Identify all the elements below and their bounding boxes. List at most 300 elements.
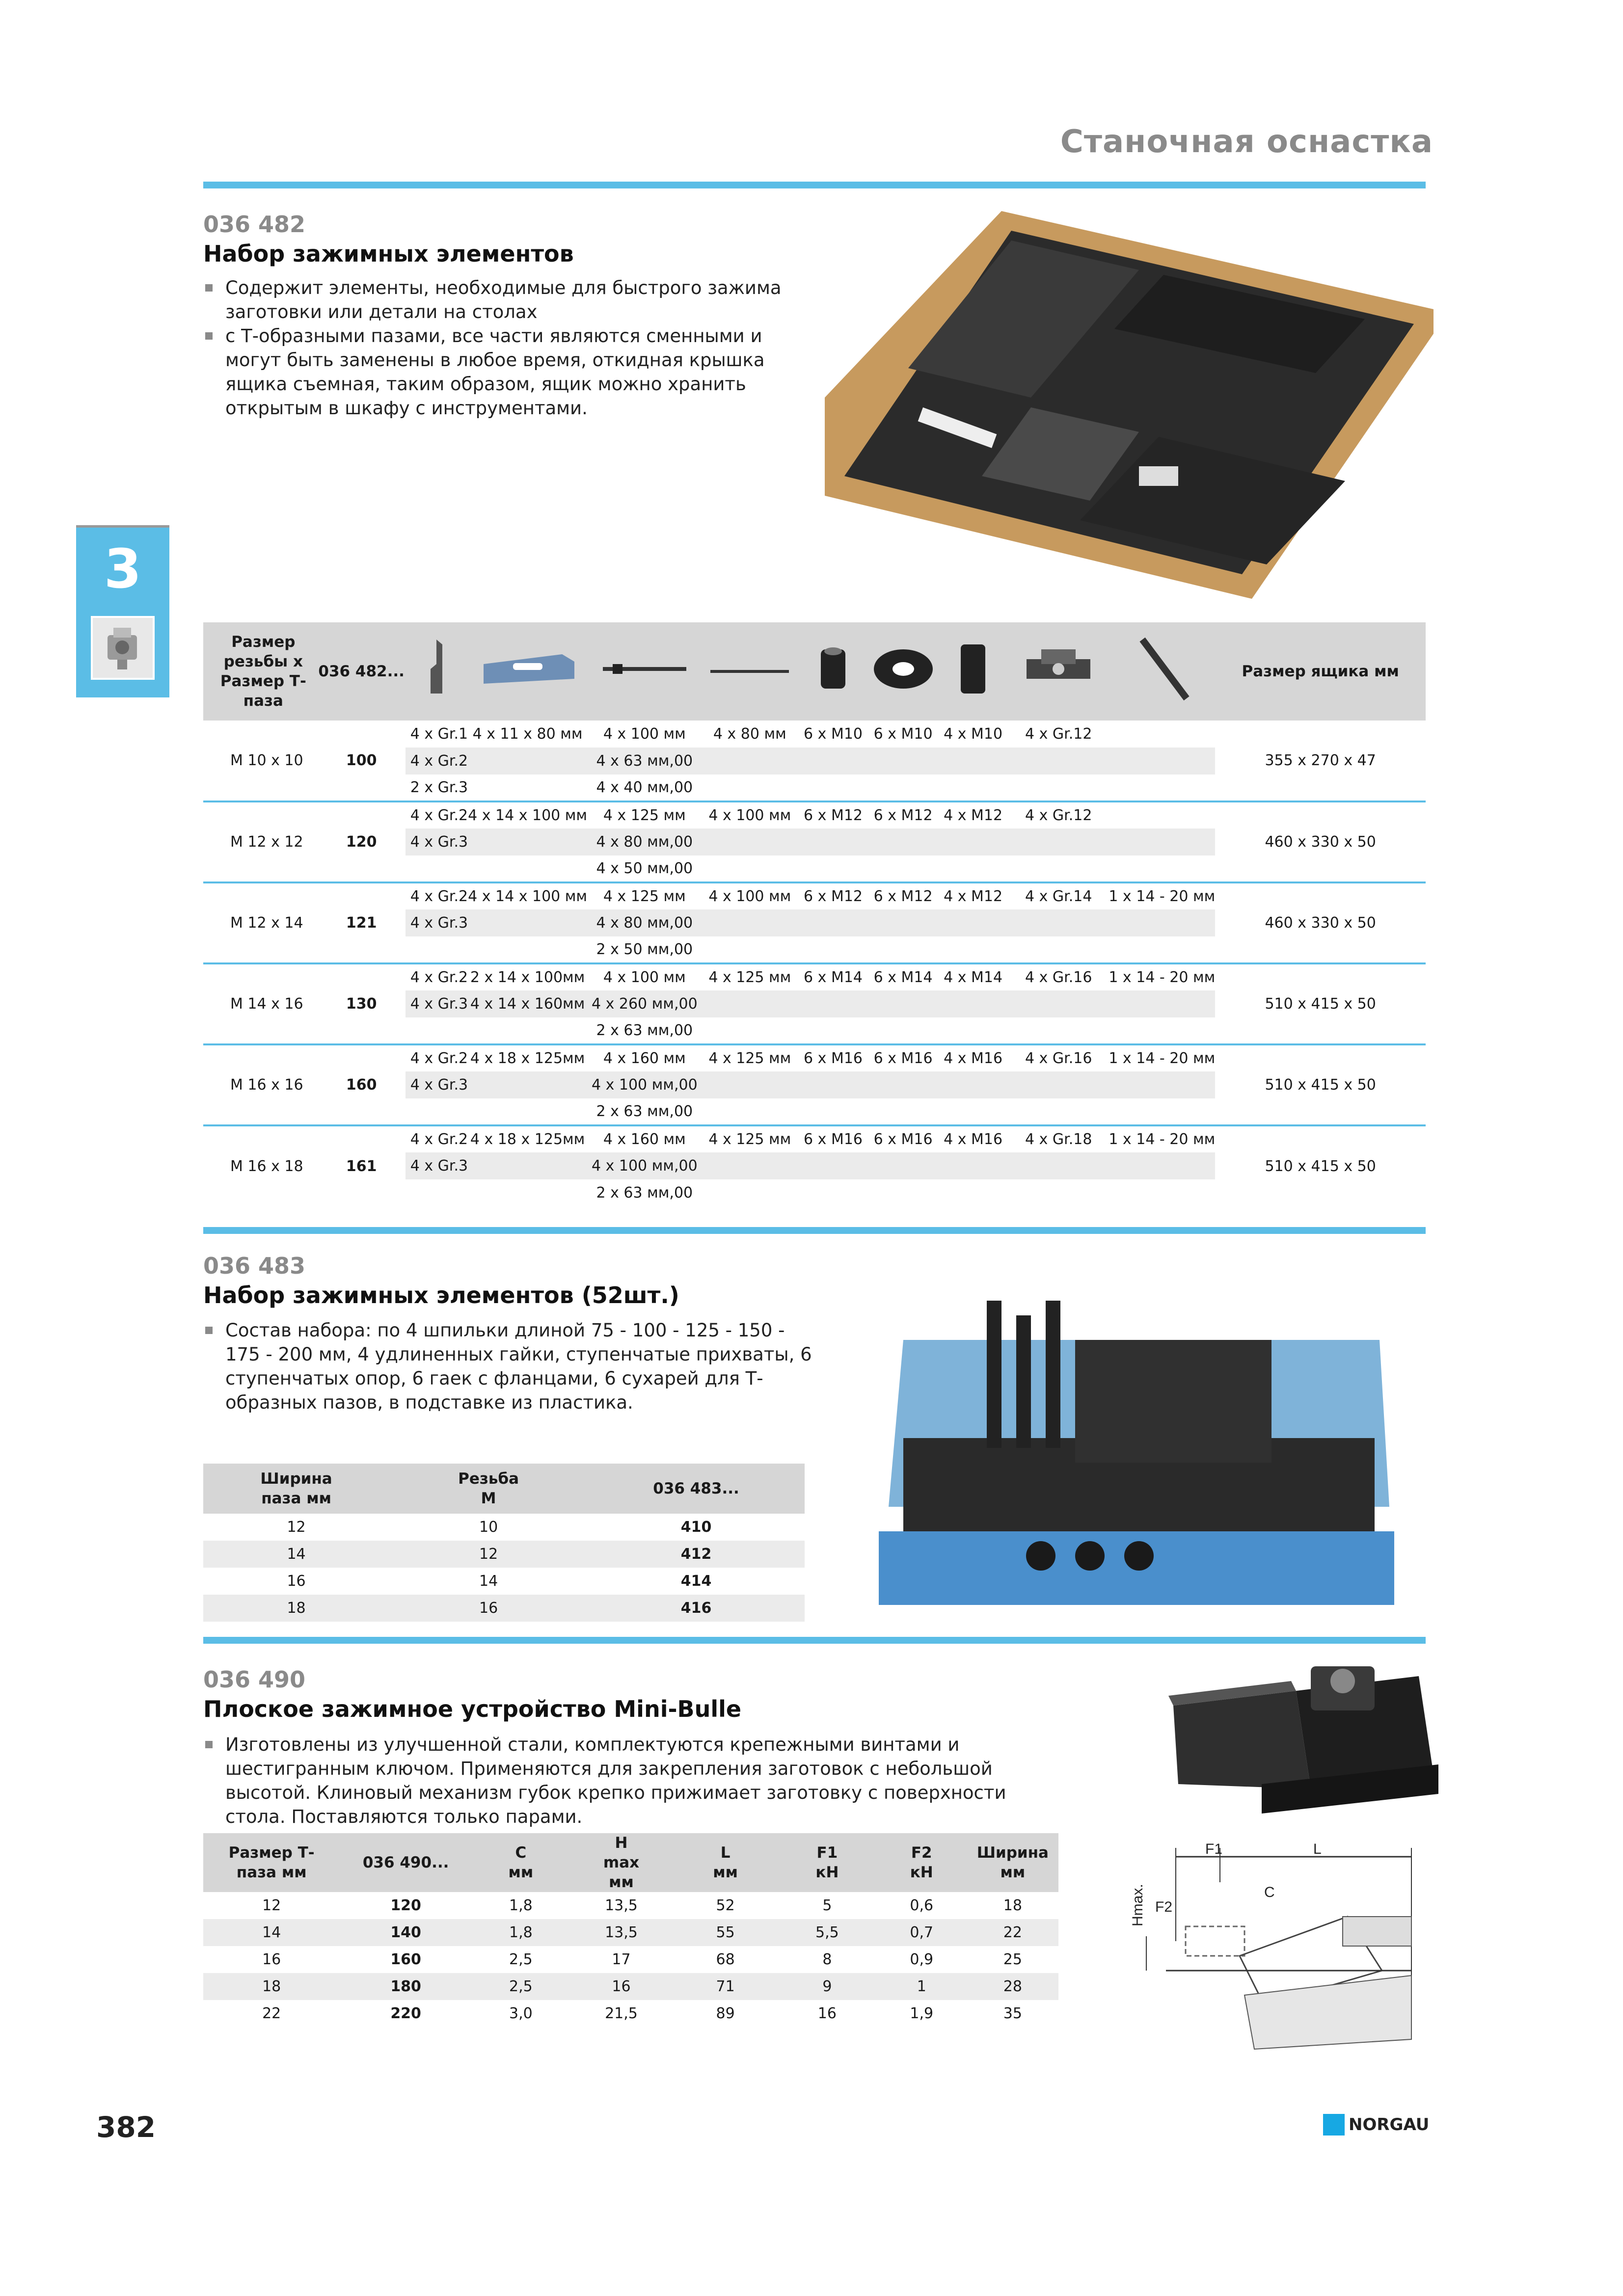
table-cell bbox=[868, 909, 938, 936]
table-cell bbox=[938, 990, 1008, 1017]
table-cell: 5 bbox=[822, 1897, 832, 1914]
col-article: 036 490... bbox=[362, 1854, 449, 1871]
table-cell bbox=[1109, 909, 1215, 936]
product-description bbox=[203, 276, 812, 420]
table-cell: 68 bbox=[716, 1951, 735, 1968]
table-cell bbox=[798, 1098, 868, 1125]
table-cell bbox=[798, 774, 868, 801]
table-cell bbox=[798, 1152, 868, 1179]
table-cell bbox=[1008, 1179, 1109, 1206]
table-cell: 1 bbox=[917, 1978, 926, 1995]
table-cell bbox=[702, 909, 798, 936]
table-cell: 0,7 bbox=[910, 1924, 934, 1941]
table-row bbox=[203, 882, 1426, 909]
table-cell: 52 bbox=[716, 1897, 735, 1914]
table-cell: 100 bbox=[346, 752, 377, 769]
table-cell: 4 x 14 x 100 мм bbox=[468, 807, 588, 824]
section-rule bbox=[203, 1227, 1426, 1234]
table-cell: 4 x 40 мм,00 bbox=[596, 779, 693, 796]
table-cell: 35 bbox=[1003, 2005, 1022, 2022]
table-cell: 18 bbox=[1003, 1897, 1022, 1914]
table-cell: 0,6 bbox=[910, 1897, 934, 1914]
table-cell: 6 x M16 bbox=[804, 1131, 863, 1148]
table-cell: 21,5 bbox=[605, 2005, 638, 2022]
table-cell: 6 x M12 bbox=[804, 888, 863, 905]
table-cell: 460 x 330 x 50 bbox=[1265, 914, 1376, 932]
table-cell bbox=[868, 1179, 938, 1206]
table-cell: 160 bbox=[390, 1951, 421, 1968]
table-cell: 4 x 160 мм bbox=[603, 1050, 686, 1067]
table-cell: 4 x Gr.2 bbox=[410, 969, 468, 986]
table-cell: 18 bbox=[287, 1600, 306, 1617]
table-cell: 14 bbox=[262, 1924, 281, 1941]
table-row bbox=[203, 1125, 1426, 1152]
table-cell: M 16 x 18 bbox=[230, 1158, 303, 1175]
table-cell bbox=[938, 1071, 1008, 1098]
table-cell: 4 x 14 x 160мм bbox=[468, 990, 587, 1017]
table-cell bbox=[1109, 1152, 1215, 1179]
product-title: Набор зажимных элементов bbox=[203, 240, 574, 267]
table-cell: 4 x M16 bbox=[944, 1131, 1003, 1148]
table-cell bbox=[798, 1017, 868, 1044]
table-cell: 16 bbox=[612, 1978, 631, 1995]
table-cell bbox=[1109, 936, 1215, 963]
table-cell: 4 x 80 мм bbox=[713, 725, 786, 743]
table-cell bbox=[702, 1152, 798, 1179]
table-cell: 13,5 bbox=[605, 1897, 638, 1914]
table-cell: M 10 x 10 bbox=[230, 752, 303, 769]
table-cell: 2 x Gr.3 bbox=[410, 779, 468, 796]
col-hmax: H max мм bbox=[603, 1834, 640, 1891]
table-cell: 22 bbox=[1003, 1924, 1022, 1941]
table-cell: 4 x Gr.2 bbox=[410, 888, 468, 905]
table-cell: 4 x 125 мм bbox=[708, 1131, 791, 1148]
table-cell: 4 x Gr.2 bbox=[410, 807, 468, 824]
table-cell bbox=[1109, 1098, 1215, 1125]
table-cell: 4 x Gr.3 bbox=[406, 1152, 468, 1179]
table-cell bbox=[1008, 936, 1109, 963]
table-cell bbox=[468, 909, 587, 936]
table-cell: 5,5 bbox=[815, 1924, 839, 1941]
table-cell bbox=[798, 855, 868, 882]
table-cell bbox=[798, 909, 868, 936]
short-stud-icon bbox=[702, 622, 798, 721]
table-cell: 6 x M12 bbox=[873, 807, 933, 824]
table-cell bbox=[868, 1098, 938, 1125]
table-cell: 10 bbox=[479, 1519, 498, 1536]
diagram-label-f2: F2 bbox=[1155, 1899, 1173, 1915]
table-cell bbox=[798, 936, 868, 963]
table-cell bbox=[798, 990, 868, 1017]
brand-logo bbox=[1323, 2114, 1429, 2136]
table-cell bbox=[406, 1017, 468, 1044]
table-row bbox=[203, 721, 1426, 748]
table-cell: 1 x 14 - 20 мм bbox=[1109, 969, 1216, 986]
table-cell bbox=[702, 990, 798, 1017]
table-cell: 12 bbox=[479, 1546, 498, 1563]
table-cell: 4 x 160 мм bbox=[603, 1131, 686, 1148]
table-cell bbox=[798, 828, 868, 855]
table-row bbox=[203, 1946, 1058, 1973]
table-cell: 4 x Gr.2 bbox=[406, 748, 468, 774]
table-cell bbox=[702, 774, 798, 801]
chapter-number: 3 bbox=[104, 537, 142, 600]
table-cell: 2 x 63 мм,00 bbox=[596, 1103, 693, 1120]
table-cell: 510 x 415 x 50 bbox=[1265, 1158, 1376, 1175]
table-cell bbox=[868, 990, 938, 1017]
table-cell bbox=[468, 1179, 587, 1206]
clamp-icon bbox=[468, 622, 587, 721]
bullet-item: с Т-образными пазами, все части являются сменными и могут быть заменены в любое время, откидная крышка ящика съемная, таким образом, ящик можно хранить открытым в шкафу с инструментами. bbox=[203, 324, 812, 420]
table-cell: 2,5 bbox=[509, 1951, 533, 1968]
table-cell: 6 x M16 bbox=[873, 1131, 933, 1148]
table-cell: 8 bbox=[822, 1951, 832, 1968]
table-cell bbox=[406, 855, 468, 882]
col-article: 036 482... bbox=[318, 663, 405, 680]
diagram-label-f1: F1 bbox=[1205, 1843, 1223, 1857]
table-cell bbox=[868, 774, 938, 801]
table-cell: 4 x 18 x 125мм bbox=[470, 1050, 585, 1067]
table-cell: 1,8 bbox=[509, 1924, 533, 1941]
table-cell: 460 x 330 x 50 bbox=[1265, 833, 1376, 851]
col-slot-width: Ширина паза мм bbox=[260, 1470, 332, 1507]
table-cell: 4 x 80 мм,00 bbox=[587, 828, 702, 855]
table-cell: 18 bbox=[262, 1978, 281, 1995]
clamping-kit-52-image bbox=[879, 1301, 1394, 1627]
table-cell: 220 bbox=[390, 2005, 421, 2022]
table-cell bbox=[868, 828, 938, 855]
table-cell: 13,5 bbox=[605, 1924, 638, 1941]
table-cell bbox=[702, 1179, 798, 1206]
table-cell: 4 x M14 bbox=[944, 969, 1003, 986]
table-cell: 2 x 14 x 100мм bbox=[470, 969, 585, 986]
table-cell: 4 x M16 bbox=[944, 1050, 1003, 1067]
table-cell: 416 bbox=[680, 1600, 712, 1617]
table-cell bbox=[798, 1179, 868, 1206]
table-cell bbox=[1008, 828, 1109, 855]
table-cell: 17 bbox=[612, 1951, 631, 1968]
table-cell bbox=[468, 936, 587, 963]
table-cell: 4 x M12 bbox=[944, 888, 1003, 905]
table-row bbox=[203, 963, 1426, 990]
table-cell: 4 x Gr.16 bbox=[1025, 969, 1092, 986]
col-slot-size: Размер Т-паза мм bbox=[228, 1844, 315, 1881]
table-row bbox=[203, 2000, 1058, 2027]
diagram-label-hmax: Hmax. bbox=[1130, 1884, 1146, 1926]
brand-name: NORGAU bbox=[1349, 2115, 1430, 2135]
table-cell bbox=[468, 828, 587, 855]
table-cell bbox=[1109, 801, 1215, 828]
table-cell: 180 bbox=[390, 1978, 421, 1995]
table-cell bbox=[468, 855, 587, 882]
table-cell: 4 x Gr.3 bbox=[406, 909, 468, 936]
table-cell bbox=[1008, 909, 1109, 936]
table-cell: 4 x Gr.3 bbox=[406, 828, 468, 855]
table-cell: 4 x Gr.16 bbox=[1025, 1050, 1092, 1067]
table-cell: 161 bbox=[346, 1158, 377, 1175]
table-cell bbox=[1008, 748, 1109, 774]
table-cell bbox=[1109, 1071, 1215, 1098]
table-cell: 4 x 125 мм bbox=[708, 969, 791, 986]
product-description bbox=[203, 1318, 812, 1415]
table-cell bbox=[1109, 1017, 1215, 1044]
table-cell bbox=[1008, 1071, 1109, 1098]
col-box-size: Размер ящика мм bbox=[1242, 663, 1399, 680]
table-cell: 4 x Gr.3 bbox=[406, 1071, 468, 1098]
table-cell: 0,9 bbox=[910, 1951, 934, 1968]
table-cell: 4 x 50 мм,00 bbox=[596, 860, 693, 877]
table-cell: 6 x M12 bbox=[873, 888, 933, 905]
table-cell: 4 x 11 x 80 мм bbox=[472, 725, 583, 743]
table-row bbox=[203, 1595, 805, 1622]
table-row bbox=[203, 1541, 805, 1568]
table-cell: 25 bbox=[1003, 1951, 1022, 1968]
table-cell bbox=[1109, 721, 1215, 748]
table-cell: 4 x M10 bbox=[944, 725, 1003, 743]
table-cell bbox=[1008, 1152, 1109, 1179]
mini-bulle-table bbox=[203, 1833, 1058, 2027]
table-cell: 4 x M12 bbox=[944, 807, 1003, 824]
product-code: 036 483 bbox=[203, 1253, 306, 1279]
table-cell: 16 bbox=[479, 1600, 498, 1617]
table-cell: 16 bbox=[817, 2005, 837, 2022]
table-cell: 16 bbox=[287, 1573, 306, 1590]
table-cell bbox=[1109, 828, 1215, 855]
table-cell bbox=[468, 1071, 587, 1098]
table-cell: 4 x Gr.14 bbox=[1025, 888, 1092, 905]
col-width: Ширина мм bbox=[976, 1844, 1049, 1881]
t-slot-nut-icon bbox=[1008, 622, 1109, 721]
table-row bbox=[203, 1514, 805, 1541]
table-cell: 16 bbox=[262, 1951, 281, 1968]
table-cell: 4 x 100 мм,00 bbox=[587, 1152, 702, 1179]
table-cell: 414 bbox=[680, 1573, 712, 1590]
table-cell bbox=[798, 748, 868, 774]
table-cell: 4 x Gr.12 bbox=[1025, 807, 1092, 824]
table-cell bbox=[868, 1071, 938, 1098]
page-number: 382 bbox=[96, 2110, 156, 2144]
bullet-item: Состав набора: по 4 шпильки длиной 75 - 100 - 125 - 150 - 175 - 200 мм, 4 удлиненных гайки, ступенчатые прихваты, 6 ступенчатых опор, 6 гаек с фланцами, 6 сухарей для Т-образных пазов, в подставке из пластика. bbox=[203, 1318, 812, 1415]
col-f1: F1 кН bbox=[815, 1844, 839, 1881]
col-l: L мм bbox=[713, 1844, 738, 1881]
table-cell bbox=[702, 748, 798, 774]
washer-icon bbox=[868, 622, 938, 721]
table-cell bbox=[1008, 774, 1109, 801]
table-row bbox=[203, 1973, 1058, 2000]
diagram-label-l: L bbox=[1313, 1843, 1322, 1857]
table-cell bbox=[1109, 774, 1215, 801]
table-row bbox=[203, 1919, 1058, 1946]
table-cell bbox=[798, 1071, 868, 1098]
table-cell: 410 bbox=[680, 1519, 712, 1536]
table-cell: 4 x 125 мм bbox=[708, 1050, 791, 1067]
mini-bulle-dimension-diagram bbox=[1117, 1843, 1431, 2052]
chapter-tab[interactable] bbox=[76, 528, 169, 697]
table-cell bbox=[468, 1152, 587, 1179]
table-cell bbox=[938, 1179, 1008, 1206]
table-cell bbox=[868, 1017, 938, 1044]
table-cell bbox=[702, 855, 798, 882]
table-cell: 130 bbox=[346, 995, 377, 1013]
table-cell: 6 x M14 bbox=[873, 969, 933, 986]
table-cell: 4 x 63 мм,00 bbox=[587, 748, 702, 774]
section-title: Станочная оснастка bbox=[1060, 124, 1433, 160]
table-cell bbox=[1008, 1098, 1109, 1125]
wrench-icon bbox=[1109, 622, 1215, 721]
product-title: Плоское зажимное устройство Mini-Bulle bbox=[203, 1696, 742, 1722]
nut-icon bbox=[798, 622, 868, 721]
col-article: 036 483... bbox=[653, 1480, 739, 1497]
table-cell bbox=[938, 1098, 1008, 1125]
table-cell: 120 bbox=[390, 1897, 421, 1914]
table-cell bbox=[1109, 1179, 1215, 1206]
table-cell: 4 x 100 мм bbox=[708, 888, 791, 905]
table-cell: 14 bbox=[287, 1546, 306, 1563]
table-cell: 4 x 80 мм,00 bbox=[587, 909, 702, 936]
table-cell bbox=[702, 828, 798, 855]
table-cell: 510 x 415 x 50 bbox=[1265, 995, 1376, 1013]
table-cell: 6 x M10 bbox=[804, 725, 863, 743]
step-block-icon bbox=[406, 622, 468, 721]
table-cell: 4 x 100 мм,00 bbox=[587, 1071, 702, 1098]
table-cell: 140 bbox=[390, 1924, 421, 1941]
table-cell bbox=[702, 1098, 798, 1125]
table-cell bbox=[868, 936, 938, 963]
product-code: 036 482 bbox=[203, 211, 306, 238]
table-cell: 89 bbox=[716, 2005, 735, 2022]
mini-bulle-image bbox=[1163, 1666, 1438, 1836]
table-cell bbox=[1109, 990, 1215, 1017]
table-cell bbox=[1109, 748, 1215, 774]
table-cell: 1 x 14 - 20 мм bbox=[1109, 1050, 1216, 1067]
table-row bbox=[203, 801, 1426, 828]
table-cell: 160 bbox=[346, 1076, 377, 1094]
table-cell: 1 x 14 - 20 мм bbox=[1109, 1131, 1216, 1148]
diagram-label-c: C bbox=[1264, 1884, 1275, 1900]
table-cell: 4 x Gr.12 bbox=[1025, 725, 1092, 743]
table-cell bbox=[1008, 855, 1109, 882]
table-cell: M 16 x 16 bbox=[230, 1076, 303, 1094]
bullet-item: Содержит элементы, необходимые для быстрого зажима заготовки или детали на столах bbox=[203, 276, 812, 324]
table-cell: 2 x 63 мм,00 bbox=[596, 1184, 693, 1201]
table-cell bbox=[468, 1098, 587, 1125]
table-cell: 4 x 100 мм bbox=[603, 969, 686, 986]
coupling-nut-icon bbox=[938, 622, 1008, 721]
chuck-icon bbox=[91, 616, 155, 680]
table-cell bbox=[1008, 990, 1109, 1017]
table-cell: 6 x M14 bbox=[804, 969, 863, 986]
table-cell bbox=[406, 936, 468, 963]
table-cell bbox=[938, 1152, 1008, 1179]
table-cell bbox=[938, 855, 1008, 882]
table-cell bbox=[468, 748, 587, 774]
table-cell: 6 x M12 bbox=[804, 807, 863, 824]
table-cell bbox=[868, 1152, 938, 1179]
clamping-kit-52-table bbox=[203, 1464, 805, 1622]
table-cell bbox=[406, 1098, 468, 1125]
table-cell: 2,5 bbox=[509, 1978, 533, 1995]
table-cell: 510 x 415 x 50 bbox=[1265, 1076, 1376, 1094]
col-thread: Резьба M bbox=[458, 1470, 519, 1507]
table-cell: 4 x 100 мм bbox=[708, 807, 791, 824]
product-description bbox=[203, 1733, 1048, 1829]
table-cell: 12 bbox=[262, 1897, 281, 1914]
table-row bbox=[203, 1044, 1426, 1071]
table-cell: 28 bbox=[1003, 1978, 1022, 1995]
table-cell bbox=[702, 1071, 798, 1098]
table-cell: 4 x 260 мм,00 bbox=[587, 990, 702, 1017]
table-cell bbox=[938, 936, 1008, 963]
table-cell: 12 bbox=[287, 1519, 306, 1536]
table-cell: 2 x 50 мм,00 bbox=[596, 941, 693, 958]
clamping-kit-case-image bbox=[825, 211, 1434, 599]
table-cell: 4 x 18 x 125мм bbox=[470, 1131, 585, 1148]
table-cell bbox=[1109, 855, 1215, 882]
table-cell: 4 x 125 мм bbox=[603, 888, 686, 905]
table-cell: M 14 x 16 bbox=[230, 995, 303, 1013]
table-cell: 4 x Gr.18 bbox=[1025, 1131, 1092, 1148]
table-cell bbox=[938, 774, 1008, 801]
table-cell: 4 x 14 x 100 мм bbox=[468, 888, 588, 905]
table-row bbox=[203, 1892, 1058, 1919]
table-cell: M 12 x 14 bbox=[230, 914, 303, 932]
table-cell: 71 bbox=[716, 1978, 735, 1995]
table-cell bbox=[406, 1179, 468, 1206]
product-title: Набор зажимных элементов (52шт.) bbox=[203, 1282, 679, 1308]
table-cell: 4 x 125 мм bbox=[603, 807, 686, 824]
table-cell: 355 x 270 x 47 bbox=[1265, 752, 1376, 769]
table-cell bbox=[938, 909, 1008, 936]
table-cell: M 12 x 12 bbox=[230, 833, 303, 851]
table-cell bbox=[938, 748, 1008, 774]
product-code: 036 490 bbox=[203, 1666, 306, 1693]
logo-square-icon bbox=[1323, 2114, 1345, 2136]
table-cell: 1 x 14 - 20 мм bbox=[1109, 888, 1216, 905]
table-cell: 4 x Gr.2 bbox=[410, 1050, 468, 1067]
top-rule bbox=[203, 182, 1426, 188]
table-cell bbox=[1008, 1017, 1109, 1044]
table-cell: 4 x Gr.1 bbox=[410, 725, 468, 743]
table-cell: 2 x 63 мм,00 bbox=[596, 1022, 693, 1039]
table-cell: 3,0 bbox=[509, 2005, 533, 2022]
col-c: C мм bbox=[508, 1844, 534, 1881]
clamping-kit-table bbox=[203, 622, 1426, 1206]
col-f2: F2 кН bbox=[910, 1844, 933, 1881]
table-cell: 121 bbox=[346, 914, 377, 932]
section-rule bbox=[203, 1637, 1426, 1644]
table-cell bbox=[702, 936, 798, 963]
table-cell: 4 x Gr.2 bbox=[410, 1131, 468, 1148]
table-cell bbox=[868, 748, 938, 774]
table-cell: 55 bbox=[716, 1924, 735, 1941]
table-cell: 6 x M16 bbox=[873, 1050, 933, 1067]
table-cell: 4 x Gr.3 bbox=[406, 990, 468, 1017]
table-cell bbox=[468, 1017, 587, 1044]
bullet-item: Изготовлены из улучшенной стали, комплектуются крепежными винтами и шестигранным ключом. Применяются для закрепления заготовок с небольшой высотой. Клиновый механизм губок крепко прижимает заготовку с поверхности стола. Поставляются только парами. bbox=[203, 1733, 1048, 1829]
table-cell: 22 bbox=[262, 2005, 281, 2022]
table-cell bbox=[702, 1017, 798, 1044]
table-cell: 6 x M10 bbox=[873, 725, 933, 743]
table-row bbox=[203, 1568, 805, 1595]
table-cell: 9 bbox=[822, 1978, 832, 1995]
table-cell: 14 bbox=[479, 1573, 498, 1590]
table-cell: 4 x 100 мм bbox=[603, 725, 686, 743]
table-cell bbox=[938, 828, 1008, 855]
col-thread-size: Размер резьбы x Размер Т-паза bbox=[220, 633, 306, 710]
table-cell: 6 x M16 bbox=[804, 1050, 863, 1067]
table-cell bbox=[868, 855, 938, 882]
table-cell: 120 bbox=[346, 833, 377, 851]
